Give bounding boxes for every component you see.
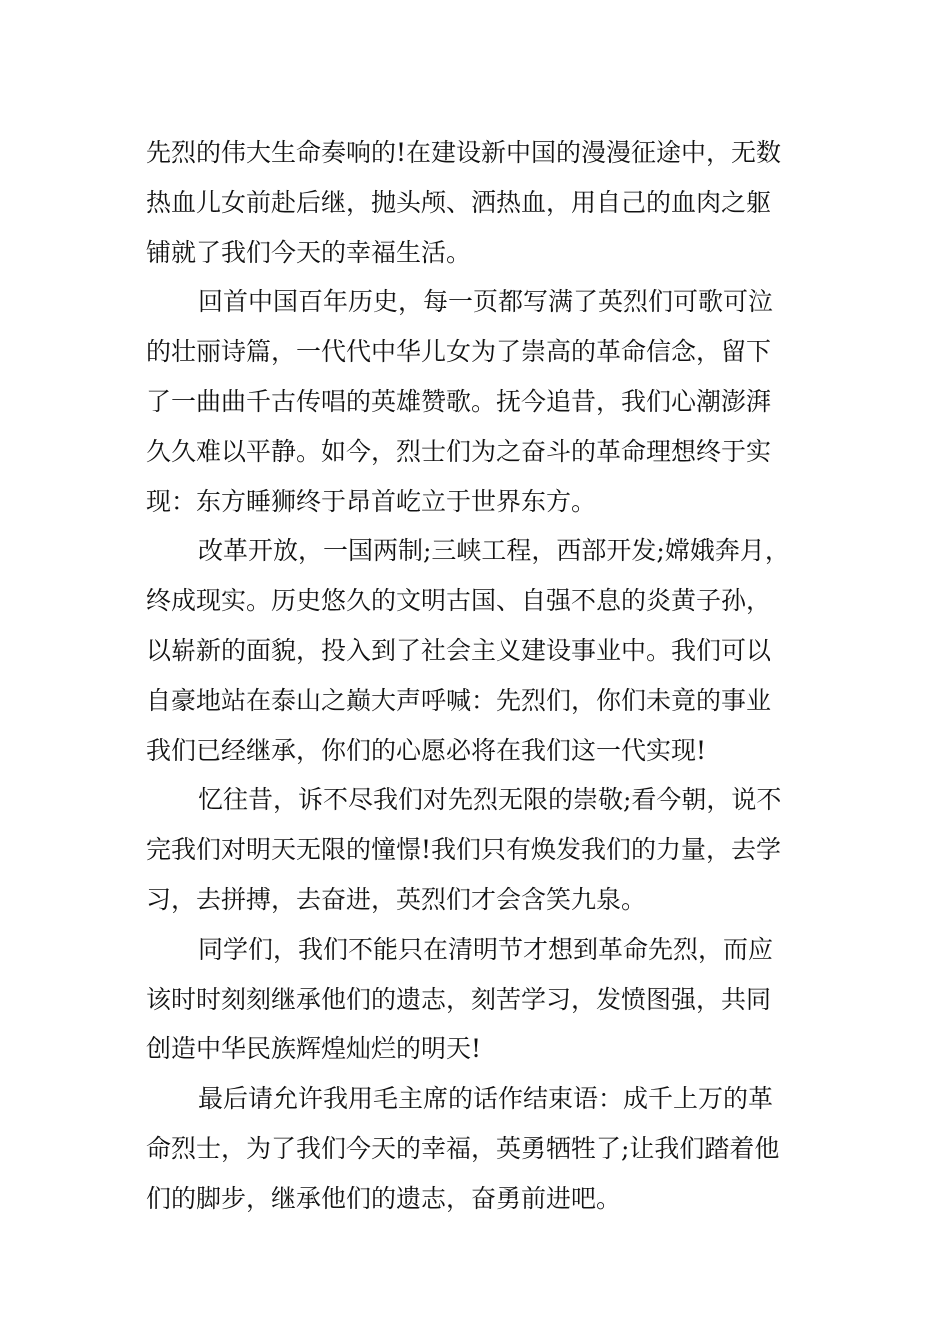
text-line: 改革开放，一国两制;三峡工程，西部开发;嫦娥奔月，	[198, 536, 790, 566]
document-body	[146, 128, 826, 1224]
text-line: 习，去拼搏，去奋进，英烈们才会含笑九泉。	[146, 884, 647, 914]
text-line: 终成现实。历史悠久的文明古国、自强不息的炎黄子孙，	[146, 586, 772, 616]
text-line: 热血儿女前赴后继，抛头颅、洒热血，用自己的血肉之躯	[146, 187, 772, 217]
text-line: 的壮丽诗篇，一代代中华儿女为了崇高的革命信念，留下	[146, 337, 772, 367]
text-line: 该时时刻刻继承他们的遗志，刻苦学习，发愤图强，共同	[146, 984, 772, 1014]
text-line: 忆往昔，诉不尽我们对先烈无限的崇敬;看今朝，说不	[198, 785, 782, 815]
text-line: 创造中华民族辉煌灿烂的明天!	[146, 1034, 482, 1064]
paragraph-6	[146, 1074, 826, 1223]
paragraph-3	[146, 526, 826, 775]
paragraph-4	[146, 775, 826, 924]
paragraph-5	[146, 925, 826, 1074]
text-line: 完我们对明天无限的憧憬!我们只有焕发我们的力量，去学	[146, 835, 782, 865]
text-line: 们的脚步，继承他们的遗志，奋勇前进吧。	[146, 1183, 622, 1213]
text-line: 久久难以平静。如今，烈士们为之奋斗的革命理想终于实	[146, 436, 772, 466]
text-line: 先烈的伟大生命奏响的!在建设新中国的漫漫征途中，无数	[146, 138, 782, 167]
text-line: 回首中国百年历史，每一页都写满了英烈们可歌可泣	[198, 287, 774, 317]
text-line: 了一曲曲千古传唱的英雄赞歌。抚今追昔，我们心潮澎湃	[146, 386, 772, 416]
paragraph-1	[146, 128, 826, 277]
text-line: 以崭新的面貌，投入到了社会主义建设事业中。我们可以	[146, 635, 772, 665]
text-line: 铺就了我们今天的幸福生活。	[146, 237, 472, 267]
text-line: 命烈士，为了我们今天的幸福，英勇牺牲了;让我们踏着他	[146, 1133, 780, 1163]
text-line: 最后请允许我用毛主席的话作结束语：成千上万的革	[198, 1084, 774, 1114]
text-line: 同学们，我们不能只在清明节才想到革命先烈，而应	[198, 934, 774, 964]
text-line: 我们已经继承，你们的心愿必将在我们这一代实现!	[146, 735, 707, 765]
text-line: 自豪地站在泰山之巅大声呼喊：先烈们，你们未竟的事业	[146, 685, 772, 715]
paragraph-2	[146, 277, 826, 526]
text-line: 现：东方睡狮终于昂首屹立于世界东方。	[146, 486, 597, 516]
